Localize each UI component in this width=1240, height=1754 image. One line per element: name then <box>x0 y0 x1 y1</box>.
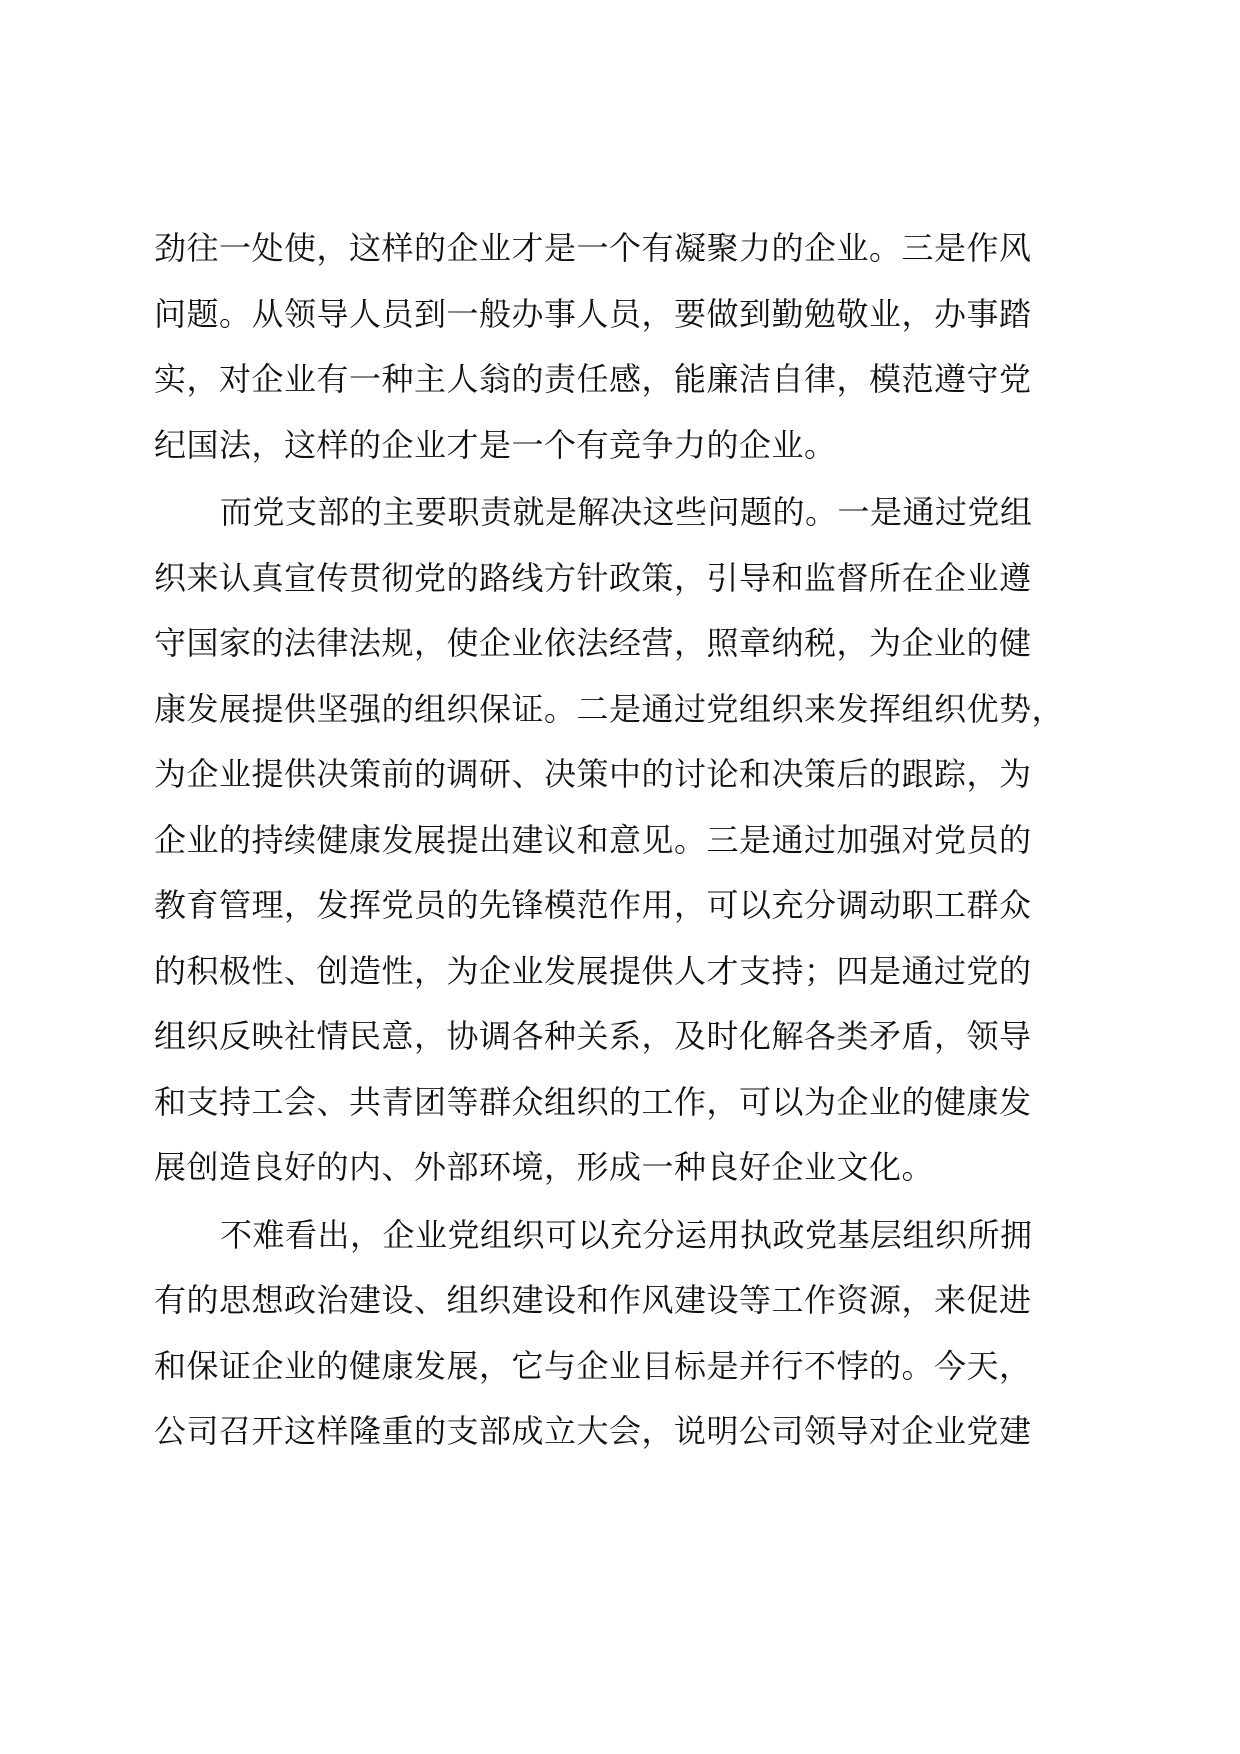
paragraph-3 <box>154 1203 1094 1465</box>
text-line: 而党支部的主要职责就是解决这些问题的。一是通过党组 <box>220 493 1033 531</box>
paragraph-1 <box>154 216 1094 478</box>
document-body <box>154 216 1094 1465</box>
text-line: 劲往一处使，这样的企业才是一个有凝聚力的企业。三是作风 <box>154 229 1032 267</box>
text-line: 和支持工会、共青团等群众组织的工作，可以为企业的健康发 <box>154 1082 1032 1121</box>
text-line: 为企业提供决策前的调研、决策中的讨论和决策后的跟踪，为 <box>154 755 1032 793</box>
text-line: 康发展提供坚强的组织保证。二是通过党组织来发挥组织优势， <box>154 689 1065 728</box>
text-line: 不难看出，企业党组织可以充分运用执政党基层组织所拥 <box>220 1215 1033 1254</box>
paragraph-2 <box>154 480 1094 1201</box>
text-line: 组织反映社情民意，协调各种关系，及时化解各类矛盾，领导 <box>154 1017 1032 1055</box>
text-line: 实，对企业有一种主人翁的责任感，能廉洁自律，模范遵守党 <box>154 360 1032 398</box>
text-line: 守国家的法律法规，使企业依法经营，照章纳税，为企业的健 <box>154 624 1032 662</box>
text-line: 问题。从领导人员到一般办事人员，要做到勤勉敬业，办事踏 <box>154 294 1032 333</box>
text-line: 纪国法，这样的企业才是一个有竞争力的企业。 <box>154 425 837 464</box>
text-line: 有的思想政治建设、组织建设和作风建设等工作资源，来促进 <box>154 1281 1032 1319</box>
text-line: 企业的持续健康发展提出建议和意见。三是通过加强对党员的 <box>154 820 1032 859</box>
text-line: 公司召开这样隆重的支部成立大会，说明公司领导对企业党建 <box>154 1412 1032 1450</box>
text-line: 的积极性、创造性，为企业发展提供人才支持；四是通过党的 <box>154 951 1032 990</box>
text-line: 教育管理，发挥党员的先锋模范作用，可以充分调动职工群众 <box>154 886 1032 924</box>
text-line: 和保证企业的健康发展，它与企业目标是并行不悖的。今天， <box>154 1346 1032 1385</box>
text-line: 展创造良好的内、外部环境，形成一种良好企业文化。 <box>154 1148 935 1186</box>
text-line: 织来认真宣传贯彻党的路线方针政策，引导和监督所在企业遵 <box>154 558 1032 597</box>
